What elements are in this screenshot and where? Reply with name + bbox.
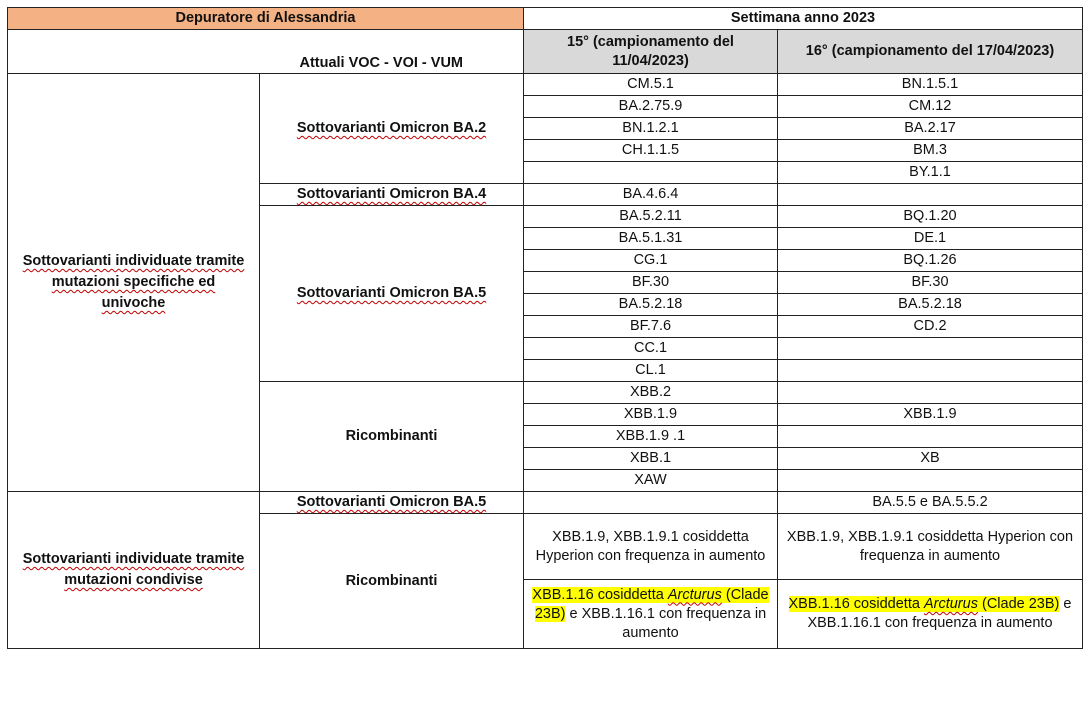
- cell-ba2-w16: BM.3: [778, 140, 1083, 162]
- cell-ba5-w15: BF.30: [524, 272, 778, 294]
- cell-ba5-w16: BQ.1.26: [778, 250, 1083, 272]
- cell-ba2-w16: BA.2.17: [778, 118, 1083, 140]
- cell-s2-ba5-w15: [524, 492, 778, 514]
- highlight-arcturus-1: XBB.1.16 cosiddetta Arcturus (Clade 23B): [532, 586, 769, 622]
- week16-header: 16° (campionamento del 17/04/2023): [778, 30, 1083, 74]
- cell-s2-ric-b-w16: XBB.1.16 cosiddetta Arcturus (Clade 23B) e XBB.1.16.1 con frequenza in aumento: [778, 580, 1083, 649]
- section2-label-text: Sottovarianti individuate tramite mutazioni condivise: [22, 551, 245, 588]
- group-ba5-label: Sottovarianti Omicron BA.5: [260, 206, 524, 382]
- cell-ba5-w15: CC.1: [524, 338, 778, 360]
- cell-ba2-w16: BN.1.5.1: [778, 74, 1083, 96]
- cell-ric-w16: [778, 382, 1083, 404]
- cell-s2-ba5-w16: BA.5.5 e BA.5.5.2: [778, 492, 1083, 514]
- cell-ba5-w16: BA.5.2.18: [778, 294, 1083, 316]
- cell-ba5-w16: DE.1: [778, 228, 1083, 250]
- cell-ric-w16: [778, 426, 1083, 448]
- cell-ba2-w15: BA.2.75.9: [524, 96, 778, 118]
- cell-ba5-w15: CG.1: [524, 250, 778, 272]
- cell-ba2-w15: [524, 162, 778, 184]
- cell-ba5-w16: CD.2: [778, 316, 1083, 338]
- cell-ric-w15: XBB.1: [524, 448, 778, 470]
- site-header: Depuratore di Alessandria: [8, 8, 524, 30]
- cell-ric-w15: XBB.1.9 .1: [524, 426, 778, 448]
- cell-ba5-w15: BA.5.2.11: [524, 206, 778, 228]
- cell-ba2-w16: CM.12: [778, 96, 1083, 118]
- current-variants-label: Attuali VOC - VOI - VUM: [8, 30, 524, 74]
- cell-ba4-w15: BA.4.6.4: [524, 184, 778, 206]
- cell-ba5-w16: [778, 360, 1083, 382]
- cell-ric-w15: XBB.2: [524, 382, 778, 404]
- cell-ba2-w15: CH.1.1.5: [524, 140, 778, 162]
- section2-label: [8, 492, 260, 649]
- group-ba2-label: Sottovarianti Omicron BA.2: [260, 74, 524, 184]
- cell-s2-ric-a-w16: XBB.1.9, XBB.1.9.1 cosiddetta Hyperion con frequenza in aumento: [778, 514, 1083, 580]
- week15-header: 15° (campionamento del 11/04/2023): [524, 30, 778, 74]
- section1-label-text: Sottovarianti individuate tramite mutazioni specifiche ed univoche: [22, 253, 245, 311]
- s2-group-ricombinanti-label: Ricombinanti: [260, 514, 524, 649]
- cell-ba5-w16: BF.30: [778, 272, 1083, 294]
- cell-ba5-w15: BA.5.2.18: [524, 294, 778, 316]
- cell-ric-w15: XAW: [524, 470, 778, 492]
- cell-ric-w15: XBB.1.9: [524, 404, 778, 426]
- cell-ric-w16: XBB.1.9: [778, 404, 1083, 426]
- section1-label: [8, 74, 260, 492]
- cell-ric-w16: [778, 470, 1083, 492]
- group-ba4-label: Sottovarianti Omicron BA.4: [260, 184, 524, 206]
- variants-table: [7, 7, 1083, 649]
- s2-group-ba5-label: Sottovarianti Omicron BA.5: [260, 492, 524, 514]
- cell-s2-ric-b-w15: XBB.1.16 cosiddetta Arcturus (Clade 23B) e XBB.1.16.1 con frequenza in aumento: [524, 580, 778, 649]
- cell-s2-ric-a-w15: XBB.1.9, XBB.1.9.1 cosiddetta Hyperion con frequenza in aumento: [524, 514, 778, 580]
- cell-ba5-w15: BF.7.6: [524, 316, 778, 338]
- cell-ba2-w16: BY.1.1: [778, 162, 1083, 184]
- cell-ba4-w16: [778, 184, 1083, 206]
- highlight-arcturus-2: XBB.1.16 cosiddetta Arcturus (Clade 23B): [788, 596, 1060, 612]
- cell-ba5-w15: BA.5.1.31: [524, 228, 778, 250]
- cell-ba2-w15: CM.5.1: [524, 74, 778, 96]
- cell-ric-w16: XB: [778, 448, 1083, 470]
- cell-ba5-w16: BQ.1.20: [778, 206, 1083, 228]
- cell-ba5-w15: CL.1: [524, 360, 778, 382]
- cell-ba2-w15: BN.1.2.1: [524, 118, 778, 140]
- cell-ba5-w16: [778, 338, 1083, 360]
- week-header: Settimana anno 2023: [524, 8, 1083, 30]
- group-ricombinanti-label: Ricombinanti: [260, 382, 524, 492]
